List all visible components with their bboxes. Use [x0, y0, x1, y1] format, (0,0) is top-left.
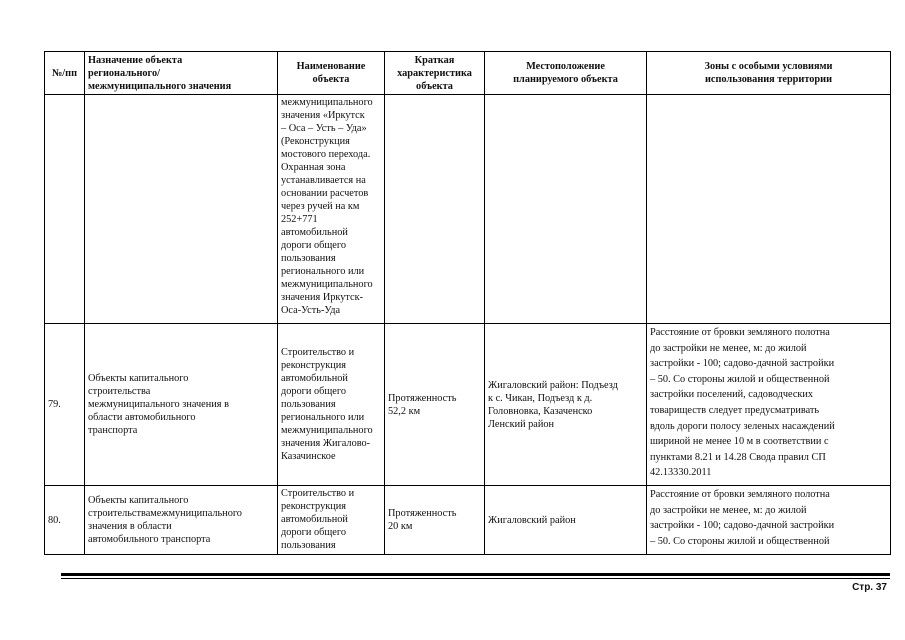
cell-location — [485, 95, 647, 324]
cell-num — [45, 95, 85, 324]
header-purpose: Назначение объекта регионального/ межмуниципального значения — [85, 52, 278, 95]
header-num: №/пп — [45, 52, 85, 95]
page-number: Стр. 37 — [852, 582, 887, 593]
cell-zones: Расстояние от бровки земляного полотна до застройки не менее, м: до жилой застройки - 100; садово-дачной застройки – 50. Со стороны жилой и общественной — [647, 486, 891, 555]
cell-num: 79. — [45, 324, 85, 486]
cell-purpose: Объекты капитального строительствамежмуниципального значения в области автомобильного транспорта — [85, 486, 278, 555]
header-zones: Зоны с особыми условиями использования территории — [647, 52, 891, 95]
cell-location: Жигаловский район: Подъезд к с. Чикан, Подъезд к д. Головновка, Казаченско Ленский район — [485, 324, 647, 486]
table-row — [45, 324, 891, 486]
cell-name: межмуниципального значения «Иркутск – Оса – Усть – Уда» (Реконструкция мостового перехода. Охранная зона устанавливается на основании расчетов через ручей на км 252+771 автомобильной дороги общего пользования регионального или межмуниципального значения Иркутск- Оса-Усть-Уда — [278, 95, 385, 324]
cell-brief — [385, 95, 485, 324]
table-row-continuation — [45, 95, 891, 324]
cell-zones — [647, 95, 891, 324]
cell-purpose — [85, 95, 278, 324]
cell-zones: Расстояние от бровки земляного полотна до застройки не менее, м: до жилой застройки - 100; садово-дачной застройки – 50. Со стороны жилой и общественной застройки поселений, садоводческих товариществ следует предусматривать вдоль дороги полосу зеленых насаждений шириной не менее 10 м в соответствии с пунктами 8.21 и 14.28 Свода правил СП 42.13330.2011 — [647, 324, 891, 486]
header-name: Наименование объекта — [278, 52, 385, 95]
footer-rule-thick — [61, 573, 890, 576]
cell-brief: Протяженность 52,2 км — [385, 324, 485, 486]
document-page — [44, 51, 890, 555]
footer-rule-thin — [61, 578, 890, 579]
header-location: Местоположение планируемого объекта — [485, 52, 647, 95]
cell-purpose: Объекты капитального строительства межмуниципального значения в области автомобильного транспорта — [85, 324, 278, 486]
table-header-row — [45, 52, 891, 95]
table-row — [45, 486, 891, 555]
cell-name: Строительство и реконструкция автомобильной дороги общего пользования — [278, 486, 385, 555]
cell-location: Жигаловский район — [485, 486, 647, 555]
cell-num: 80. — [45, 486, 85, 555]
cell-brief: Протяженность 20 км — [385, 486, 485, 555]
header-brief: Краткая характеристика объекта — [385, 52, 485, 95]
cell-name: Строительство и реконструкция автомобильной дороги общего пользования регионального или межмуниципального значения Жигалово- Казачинское — [278, 324, 385, 486]
objects-table — [44, 51, 891, 555]
